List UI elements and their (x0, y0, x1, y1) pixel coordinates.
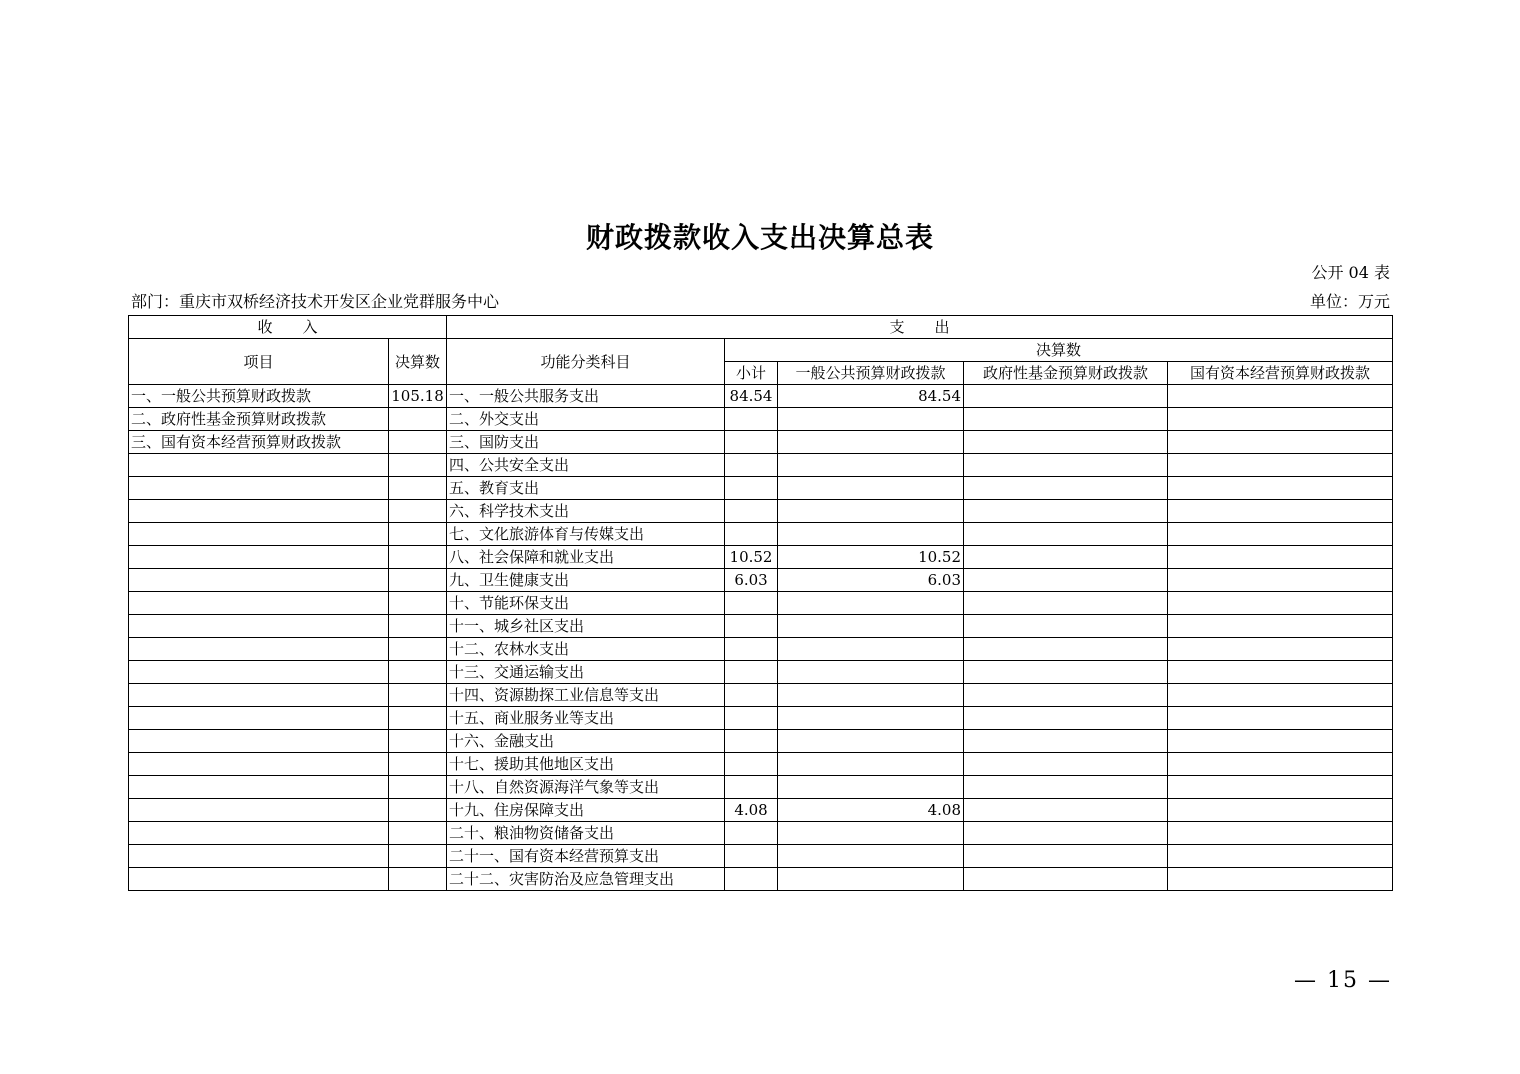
page-number: — 15 — (1294, 968, 1392, 993)
gov-fund-cell (964, 523, 1168, 546)
income-item-cell (129, 638, 389, 661)
income-amount-cell (389, 753, 447, 776)
general-budget-cell (778, 868, 964, 891)
income-item-cell (129, 707, 389, 730)
state-capital-cell (1168, 408, 1393, 431)
gov-fund-cell (964, 684, 1168, 707)
page-title: 财政拨款收入支出决算总表 (585, 221, 934, 254)
table-row (129, 477, 1393, 500)
expense-header: 支 出 (447, 316, 1393, 339)
table-row (129, 385, 1393, 408)
state-capital-cell (1168, 753, 1393, 776)
table-row (129, 523, 1393, 546)
income-amount-cell (389, 477, 447, 500)
table-row (129, 799, 1393, 822)
expense-item-cell: 十、节能环保支出 (447, 592, 725, 615)
form-number: 公开 04 表 (1311, 263, 1390, 282)
table-row (129, 868, 1393, 891)
state-capital-cell (1168, 661, 1393, 684)
subtotal-header: 小计 (725, 362, 778, 385)
income-amount-cell (389, 638, 447, 661)
general-budget-cell (778, 661, 964, 684)
state-capital-cell (1168, 730, 1393, 753)
income-amount-cell (389, 730, 447, 753)
expense-item-cell: 二十二、灾害防治及应急管理支出 (447, 868, 725, 891)
gov-fund-cell (964, 592, 1168, 615)
gov-fund-cell (964, 408, 1168, 431)
table-body (129, 385, 1393, 891)
general-budget-cell: 4.08 (778, 799, 964, 822)
subtotal-cell (725, 500, 778, 523)
subtotal-cell: 6.03 (725, 569, 778, 592)
gov-fund-cell (964, 454, 1168, 477)
general-budget-cell (778, 500, 964, 523)
state-capital-cell (1168, 431, 1393, 454)
general-budget-cell: 84.54 (778, 385, 964, 408)
subtotal-cell: 84.54 (725, 385, 778, 408)
subtotal-cell (725, 408, 778, 431)
gov-fund-cell (964, 431, 1168, 454)
state-capital-cell (1168, 638, 1393, 661)
general-budget-cell (778, 753, 964, 776)
general-budget-cell: 10.52 (778, 546, 964, 569)
income-amount-cell (389, 546, 447, 569)
subtotal-cell (725, 454, 778, 477)
state-capital-cell (1168, 523, 1393, 546)
expense-item-cell: 二、外交支出 (447, 408, 725, 431)
expense-item-cell: 十五、商业服务业等支出 (447, 707, 725, 730)
gov-fund-cell (964, 385, 1168, 408)
income-amount-cell (389, 661, 447, 684)
subtotal-cell (725, 615, 778, 638)
gov-fund-cell (964, 868, 1168, 891)
subtotal-cell (725, 638, 778, 661)
general-budget-cell (778, 592, 964, 615)
gov-fund-cell (964, 799, 1168, 822)
subtotal-cell (725, 661, 778, 684)
subtotal-cell (725, 592, 778, 615)
state-capital-cell (1168, 615, 1393, 638)
table-row (129, 431, 1393, 454)
expense-item-cell: 十八、自然资源海洋气象等支出 (447, 776, 725, 799)
table-row (129, 776, 1393, 799)
table-row (129, 615, 1393, 638)
income-amount-cell (389, 684, 447, 707)
income-amount-cell (389, 569, 447, 592)
general-budget-cell (778, 477, 964, 500)
general-budget-cell (778, 822, 964, 845)
general-budget-cell: 6.03 (778, 569, 964, 592)
subtotal-cell (725, 776, 778, 799)
state-capital-cell (1168, 684, 1393, 707)
state-capital-cell (1168, 707, 1393, 730)
general-budget-cell (778, 638, 964, 661)
gov-fund-cell (964, 615, 1168, 638)
income-amount-cell (389, 868, 447, 891)
subtotal-cell (725, 730, 778, 753)
table-row (129, 592, 1393, 615)
table-row (129, 661, 1393, 684)
department-label: 部门：重庆市双桥经济技术开发区企业党群服务中心 (131, 292, 500, 311)
expense-item-cell: 二十一、国有资本经营预算支出 (447, 845, 725, 868)
state-capital-cell (1168, 546, 1393, 569)
income-amount-cell (389, 431, 447, 454)
subtotal-cell (725, 753, 778, 776)
gov-fund-cell (964, 776, 1168, 799)
gov-fund-cell (964, 707, 1168, 730)
expense-item-cell: 十四、资源勘探工业信息等支出 (447, 684, 725, 707)
income-amount-cell (389, 845, 447, 868)
income-item-cell (129, 615, 389, 638)
expense-item-cell: 十二、农林水支出 (447, 638, 725, 661)
income-item-cell (129, 661, 389, 684)
income-item-cell (129, 822, 389, 845)
table-row (129, 753, 1393, 776)
general-budget-cell (778, 615, 964, 638)
state-capital-cell (1168, 868, 1393, 891)
subtotal-cell (725, 684, 778, 707)
income-amount-cell (389, 707, 447, 730)
income-item-cell (129, 730, 389, 753)
income-item-cell: 三、国有资本经营预算财政拨款 (129, 431, 389, 454)
income-item-cell (129, 546, 389, 569)
general-budget-cell (778, 431, 964, 454)
gov-fund-cell (964, 753, 1168, 776)
expense-item-cell: 十六、金融支出 (447, 730, 725, 753)
table-row (129, 638, 1393, 661)
gov-fund-cell (964, 822, 1168, 845)
gov-fund-cell (964, 638, 1168, 661)
general-budget-cell (778, 845, 964, 868)
subtotal-cell: 4.08 (725, 799, 778, 822)
table-row (129, 546, 1393, 569)
income-item-cell (129, 477, 389, 500)
state-capital-cell (1168, 477, 1393, 500)
income-amount-cell (389, 799, 447, 822)
settlement-header: 决算数 (725, 339, 1393, 362)
expense-item-cell: 二十、粮油物资储备支出 (447, 822, 725, 845)
income-item-cell (129, 523, 389, 546)
gov-fund-cell (964, 500, 1168, 523)
gov-fund-header: 政府性基金预算财政拨款 (964, 362, 1168, 385)
state-capital-cell (1168, 569, 1393, 592)
income-amount-cell (389, 592, 447, 615)
gov-fund-cell (964, 546, 1168, 569)
expense-item-cell: 三、国防支出 (447, 431, 725, 454)
state-capital-cell (1168, 500, 1393, 523)
general-budget-cell (778, 523, 964, 546)
gov-fund-cell (964, 477, 1168, 500)
expense-item-cell: 一、一般公共服务支出 (447, 385, 725, 408)
income-item-cell (129, 799, 389, 822)
expense-item-cell: 九、卫生健康支出 (447, 569, 725, 592)
amount-header: 决算数 (389, 339, 447, 385)
table-row (129, 707, 1393, 730)
expense-item-cell: 六、科学技术支出 (447, 500, 725, 523)
expense-item-cell: 十一、城乡社区支出 (447, 615, 725, 638)
general-budget-cell (778, 730, 964, 753)
state-capital-cell (1168, 592, 1393, 615)
gov-fund-cell (964, 730, 1168, 753)
income-amount-cell (389, 408, 447, 431)
subtotal-cell (725, 523, 778, 546)
income-amount-cell: 105.18 (389, 385, 447, 408)
table-row (129, 569, 1393, 592)
table-row (129, 454, 1393, 477)
income-item-cell (129, 845, 389, 868)
subtotal-cell (725, 431, 778, 454)
unit-label: 单位：万元 (1309, 292, 1390, 311)
subtotal-cell (725, 845, 778, 868)
general-budget-header: 一般公共预算财政拨款 (778, 362, 964, 385)
expense-item-cell: 四、公共安全支出 (447, 454, 725, 477)
subtotal-cell (725, 822, 778, 845)
general-budget-cell (778, 684, 964, 707)
general-budget-cell (778, 707, 964, 730)
expense-item-cell: 十三、交通运输支出 (447, 661, 725, 684)
expense-item-cell: 十九、住房保障支出 (447, 799, 725, 822)
income-item-cell (129, 776, 389, 799)
gov-fund-cell (964, 661, 1168, 684)
income-item-cell (129, 753, 389, 776)
state-capital-cell (1168, 845, 1393, 868)
func-category-header: 功能分类科目 (447, 339, 725, 385)
state-capital-cell (1168, 799, 1393, 822)
state-capital-cell (1168, 385, 1393, 408)
subtotal-cell (725, 868, 778, 891)
table-row (129, 408, 1393, 431)
income-amount-cell (389, 454, 447, 477)
state-capital-cell (1168, 454, 1393, 477)
table-row (129, 845, 1393, 868)
income-amount-cell (389, 615, 447, 638)
table-row (129, 730, 1393, 753)
income-item-cell (129, 592, 389, 615)
expense-item-cell: 七、文化旅游体育与传媒支出 (447, 523, 725, 546)
item-header: 项目 (129, 339, 389, 385)
subtotal-cell: 10.52 (725, 546, 778, 569)
table-row (129, 822, 1393, 845)
income-item-cell (129, 569, 389, 592)
general-budget-cell (778, 776, 964, 799)
income-amount-cell (389, 776, 447, 799)
expense-item-cell: 十七、援助其他地区支出 (447, 753, 725, 776)
state-capital-cell (1168, 776, 1393, 799)
table-row (129, 500, 1393, 523)
subtotal-cell (725, 707, 778, 730)
income-header: 收 入 (129, 316, 447, 339)
expense-item-cell: 八、社会保障和就业支出 (447, 546, 725, 569)
gov-fund-cell (964, 569, 1168, 592)
income-item-cell (129, 500, 389, 523)
income-amount-cell (389, 500, 447, 523)
income-item-cell (129, 454, 389, 477)
income-amount-cell (389, 523, 447, 546)
general-budget-cell (778, 408, 964, 431)
income-item-cell: 二、政府性基金预算财政拨款 (129, 408, 389, 431)
fiscal-appropriation-table (128, 315, 1393, 891)
income-amount-cell (389, 822, 447, 845)
state-capital-cell (1168, 822, 1393, 845)
subtotal-cell (725, 477, 778, 500)
state-capital-header: 国有资本经营预算财政拨款 (1168, 362, 1393, 385)
income-item-cell (129, 684, 389, 707)
general-budget-cell (778, 454, 964, 477)
income-item-cell: 一、一般公共预算财政拨款 (129, 385, 389, 408)
table-row (129, 684, 1393, 707)
income-item-cell (129, 868, 389, 891)
gov-fund-cell (964, 845, 1168, 868)
expense-item-cell: 五、教育支出 (447, 477, 725, 500)
